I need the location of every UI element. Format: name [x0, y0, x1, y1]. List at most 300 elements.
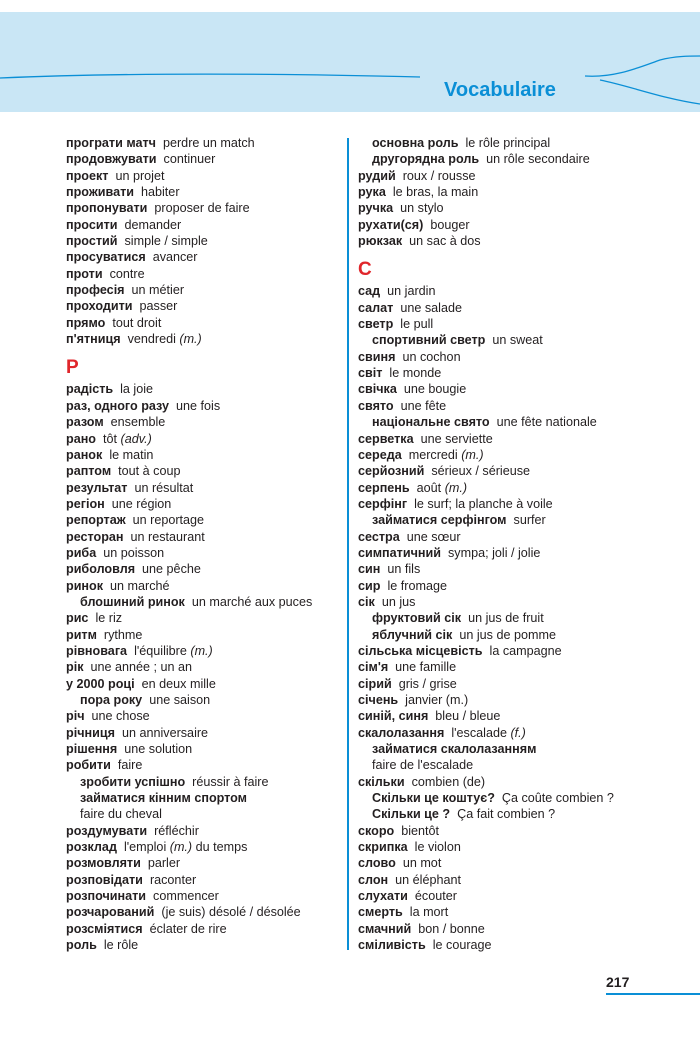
- vocab-entry: [66, 298, 338, 314]
- ukrainian-word: свято: [358, 398, 394, 413]
- french-translation: passer: [139, 299, 178, 314]
- ukrainian-word: Скільки це ?: [372, 807, 451, 822]
- vocab-entry: [66, 594, 338, 610]
- vocab-entry: [358, 561, 658, 577]
- footer-rule: [606, 993, 700, 995]
- ukrainian-word: сім'я: [358, 660, 389, 675]
- french-translation: ensemble: [110, 415, 166, 430]
- column-divider: [347, 138, 349, 950]
- vocab-entry: [66, 266, 338, 282]
- ukrainian-word: розпочинати: [66, 889, 147, 904]
- french-translation: une fois: [176, 398, 221, 413]
- vocabulary-column-left: [66, 135, 338, 954]
- french-translation: une famille: [395, 660, 457, 675]
- ukrainian-word: проходити: [66, 299, 133, 314]
- french-translation: un jus de pomme: [459, 627, 556, 642]
- french-translation: le pull: [400, 317, 434, 332]
- french-translation: roux / rousse: [402, 168, 476, 183]
- vocab-entry: [66, 888, 338, 904]
- ukrainian-word: професія: [66, 283, 125, 298]
- vocab-entry: [358, 332, 658, 348]
- vocab-entry: [66, 692, 338, 708]
- french-translation: réfléchir: [154, 823, 199, 838]
- french-translation: un métier: [131, 283, 185, 298]
- ukrainian-word: салат: [358, 300, 394, 315]
- vocab-entry: [66, 414, 338, 430]
- ukrainian-word: програти матч: [66, 136, 156, 150]
- vocab-entry: [358, 135, 658, 151]
- vocab-entry: [66, 676, 338, 692]
- ukrainian-word: слон: [358, 872, 389, 887]
- gender-marker: (f.): [510, 725, 526, 740]
- vocab-entry: [358, 217, 658, 233]
- vocab-entry: [66, 643, 338, 659]
- ukrainian-word: сміливість: [358, 938, 426, 953]
- vocab-entry: [66, 774, 338, 790]
- gender-marker: (m.): [461, 447, 484, 462]
- ukrainian-word: продовжувати: [66, 152, 157, 167]
- french-translation: vendredi: [127, 332, 176, 347]
- vocab-entry: [358, 806, 658, 822]
- vocab-entry: [66, 315, 338, 331]
- vocab-entry: [66, 529, 338, 545]
- french-translation: bon / bonne: [418, 921, 485, 936]
- vocab-entry: [66, 249, 338, 265]
- ukrainian-word: серветка: [358, 431, 414, 446]
- vocab-entry: [358, 741, 658, 757]
- ukrainian-word: раптом: [66, 464, 112, 479]
- gender-marker: (m.): [190, 643, 213, 658]
- ukrainian-word: синій, синя: [358, 709, 429, 724]
- vocab-entry: [66, 233, 338, 249]
- french-translation: combien (de): [411, 774, 486, 789]
- vocab-entry: [66, 135, 338, 151]
- vocab-entry: [358, 381, 658, 397]
- ukrainian-word: яблучний сік: [372, 627, 453, 642]
- ukrainian-word: рука: [358, 185, 386, 200]
- french-translation: une fête nationale: [496, 415, 597, 430]
- vocab-entry: [358, 855, 658, 871]
- french-translation: un marché aux puces: [191, 594, 313, 609]
- french-translation: écouter: [414, 889, 457, 904]
- french-translation: une serviette: [420, 431, 493, 446]
- vocab-entry: [66, 331, 338, 347]
- vocab-entry: [66, 937, 338, 953]
- ukrainian-word: рівновага: [66, 643, 128, 658]
- french-translation: un reportage: [132, 513, 205, 528]
- ukrainian-word: займатися скалолазанням: [372, 742, 537, 757]
- vocab-entry: [358, 757, 658, 773]
- vocab-entry: [358, 627, 658, 643]
- vocab-entry: [66, 708, 338, 724]
- french-translation: bientôt: [401, 823, 440, 838]
- vocab-entry: [358, 463, 658, 479]
- ukrainian-word: роздумувати: [66, 823, 148, 838]
- vocab-entry: [358, 659, 658, 675]
- french-translation: l'escalade: [451, 725, 507, 740]
- french-translation: en deux mille: [141, 676, 216, 691]
- french-translation: avancer: [152, 250, 198, 265]
- vocab-entry: [358, 300, 658, 316]
- french-translation: un jardin: [387, 284, 436, 299]
- french-translation: un jus de fruit: [468, 611, 544, 626]
- french-translation: un restaurant: [130, 529, 205, 544]
- ukrainian-word: фруктовий сік: [372, 611, 462, 626]
- vocab-entry: [66, 545, 338, 561]
- top-strip: [0, 0, 700, 12]
- french-translation: sympa; joli / jolie: [448, 545, 541, 560]
- ukrainian-word: рухати(ся): [358, 217, 424, 232]
- ukrainian-word: ранок: [66, 447, 103, 462]
- ukrainian-word: риболовля: [66, 562, 136, 577]
- french-translation: l'équilibre: [134, 643, 187, 658]
- section-letter: Р: [66, 357, 79, 379]
- ukrainian-word: сад: [358, 284, 381, 299]
- ukrainian-word: ресторан: [66, 529, 124, 544]
- vocab-entry: [358, 431, 658, 447]
- vocab-entry: [66, 496, 338, 512]
- french-translation: rythme: [103, 627, 143, 642]
- ukrainian-word: розповідати: [66, 872, 143, 887]
- vocab-entry: [66, 184, 338, 200]
- vocab-entry: [66, 282, 338, 298]
- french-translation: habiter: [141, 185, 180, 200]
- vocab-entry: [358, 839, 658, 855]
- french-translation: continuer: [163, 152, 216, 167]
- french-translation: un jus: [381, 594, 416, 609]
- vocab-entry: [66, 463, 338, 479]
- french-translation: une année ; un an: [90, 660, 193, 675]
- ukrainian-word: блошиний ринок: [80, 594, 185, 609]
- ukrainian-word: у 2000 році: [66, 676, 135, 691]
- ukrainian-word: смачний: [358, 921, 412, 936]
- vocab-entry: [66, 921, 338, 937]
- french-translation: un cochon: [402, 349, 461, 364]
- ukrainian-word: светр: [358, 317, 394, 332]
- ukrainian-word: результат: [66, 480, 128, 495]
- french-translation: perdre un match: [162, 136, 255, 150]
- french-translation: faire du cheval: [80, 807, 162, 822]
- french-translation: tout à coup: [118, 464, 181, 479]
- ukrainian-word: ринок: [66, 578, 104, 593]
- ukrainian-word: проживати: [66, 185, 134, 200]
- vocab-entry: [66, 741, 338, 757]
- vocab-entry: [358, 283, 658, 299]
- french-translation: tôt: [103, 431, 118, 446]
- french-translation: tout droit: [112, 315, 162, 330]
- vocab-entry: [358, 365, 658, 381]
- vocab-entry: [358, 512, 658, 528]
- ukrainian-word: серйозний: [358, 464, 425, 479]
- vocab-entry: [358, 529, 658, 545]
- french-translation: un anniversaire: [121, 725, 209, 740]
- vocab-entry: [358, 610, 658, 626]
- ukrainian-word: простий: [66, 234, 118, 249]
- vocab-entry: [358, 872, 658, 888]
- ukrainian-word: сільська місцевість: [358, 643, 483, 658]
- vocab-entry: [358, 937, 658, 953]
- french-translation: une région: [111, 496, 172, 511]
- vocab-entry: [358, 888, 658, 904]
- french-translation: le matin: [109, 447, 154, 462]
- vocab-entry: [358, 545, 658, 561]
- french-translation: août: [416, 480, 442, 495]
- french-translation: une pêche: [142, 562, 201, 577]
- french-translation: un mot: [402, 856, 442, 871]
- vocab-entry: [66, 151, 338, 167]
- french-translation: le rôle: [103, 938, 139, 953]
- ukrainian-word: займатися серфінгом: [372, 513, 507, 528]
- ukrainian-word: просуватися: [66, 250, 146, 265]
- vocab-entry: [358, 921, 658, 937]
- french-translation: mercredi: [408, 447, 458, 462]
- french-translation: Ça fait combien ?: [457, 807, 556, 822]
- french-translation: un fils: [387, 562, 421, 577]
- french-translation: faire: [117, 758, 143, 773]
- vocab-entry: [66, 381, 338, 397]
- french-translation: une chose: [91, 709, 150, 724]
- vocab-entry: [358, 233, 658, 249]
- french-translation: le courage: [432, 938, 492, 953]
- ukrainian-word: рішення: [66, 742, 118, 757]
- french-translation: un sweat: [492, 333, 543, 348]
- ukrainian-word: разом: [66, 415, 104, 430]
- french-translation: bleu / bleue: [435, 709, 501, 724]
- vocab-entry: [358, 398, 658, 414]
- vocab-entry: [66, 872, 338, 888]
- french-translation-cont: du temps: [195, 840, 248, 855]
- french-translation: une solution: [124, 742, 193, 757]
- vocab-entry: [358, 774, 658, 790]
- vocab-entry: [358, 904, 658, 920]
- french-translation: un sac à dos: [409, 234, 481, 249]
- french-translation: demander: [124, 217, 182, 232]
- french-translation: une saison: [149, 693, 211, 707]
- french-translation: raconter: [149, 872, 197, 887]
- ukrainian-word: смерть: [358, 905, 403, 920]
- ukrainian-word: основна роль: [372, 136, 459, 150]
- french-translation: une sœur: [406, 529, 461, 544]
- ukrainian-word: проти: [66, 266, 103, 281]
- vocab-entry: [66, 217, 338, 233]
- french-translation: la mort: [409, 905, 449, 920]
- french-translation: un stylo: [400, 201, 444, 216]
- vocabulary-column-right: [358, 135, 658, 954]
- vocab-entry: [66, 823, 338, 839]
- ukrainian-word: розчарований: [66, 905, 155, 920]
- vocab-entry: [358, 349, 658, 365]
- page-title: Vocabulaire: [444, 79, 556, 101]
- french-translation: la campagne: [489, 643, 562, 658]
- french-translation: le fromage: [387, 578, 447, 593]
- vocab-entry: [66, 610, 338, 626]
- french-translation: simple / simple: [124, 234, 208, 249]
- ukrainian-word: роль: [66, 938, 97, 953]
- vocab-entry: [66, 855, 338, 871]
- ukrainian-word: слухати: [358, 889, 408, 904]
- ukrainian-word: сірий: [358, 676, 392, 691]
- vocab-entry: [358, 316, 658, 332]
- vocab-entry: [66, 757, 338, 773]
- ukrainian-word: ритм: [66, 627, 97, 642]
- ukrainian-word: рюкзак: [358, 234, 403, 249]
- vocab-entry: [358, 184, 658, 200]
- vocab-entry: [66, 168, 338, 184]
- ukrainian-word: просити: [66, 217, 118, 232]
- ukrainian-word: серпень: [358, 480, 410, 495]
- vocab-entry: [66, 790, 338, 806]
- french-translation: éclater de rire: [149, 921, 227, 936]
- french-translation: réussir à faire: [192, 774, 269, 789]
- ukrainian-word: зробити успішно: [80, 774, 186, 789]
- ukrainian-word: радість: [66, 382, 114, 397]
- gender-marker: (m.): [179, 332, 202, 347]
- french-translation: le riz: [95, 611, 123, 626]
- french-translation: le monde: [389, 366, 442, 381]
- vocab-entry: [358, 447, 658, 463]
- french-translation: Ça coûte combien ?: [501, 791, 614, 806]
- french-translation: (je suis) désolé / désolée: [161, 905, 301, 920]
- ukrainian-word: другорядна роль: [372, 152, 480, 167]
- vocab-entry: [66, 431, 338, 447]
- ukrainian-word: середа: [358, 447, 402, 462]
- vocab-entry: [358, 594, 658, 610]
- ukrainian-word: п'ятниця: [66, 332, 121, 347]
- french-translation: sérieux / sérieuse: [431, 464, 531, 479]
- vocab-entry: [66, 512, 338, 528]
- header-swoosh: [0, 12, 700, 112]
- ukrainian-word: річ: [66, 709, 85, 724]
- ukrainian-word: рік: [66, 660, 84, 675]
- ukrainian-word: спортивний светр: [372, 333, 486, 348]
- french-translation: contre: [109, 266, 145, 281]
- french-translation: parler: [147, 856, 181, 871]
- french-translation: l'emploi: [123, 840, 167, 855]
- vocab-entry: [358, 708, 658, 724]
- gender-marker: (adv.): [120, 431, 152, 446]
- page-header: [0, 12, 700, 112]
- ukrainian-word: розклад: [66, 840, 117, 855]
- vocab-entry: [66, 839, 338, 855]
- ukrainian-word: робити: [66, 758, 111, 773]
- french-translation: une fête: [400, 398, 447, 413]
- vocab-entry: [358, 496, 658, 512]
- vocab-entry: [358, 725, 658, 741]
- french-translation: une bougie: [403, 382, 467, 397]
- french-translation: janvier (m.): [405, 693, 469, 707]
- french-translation: un projet: [115, 168, 165, 183]
- ukrainian-word: національне свято: [372, 415, 490, 430]
- ukrainian-word: скалолазання: [358, 725, 445, 740]
- ukrainian-word: свиня: [358, 349, 396, 364]
- vocab-entry: [66, 398, 338, 414]
- ukrainian-word: рудий: [358, 168, 396, 183]
- vocab-entry: [66, 627, 338, 643]
- vocab-entry: [66, 659, 338, 675]
- ukrainian-word: розсміятися: [66, 921, 143, 936]
- vocab-entry: [358, 200, 658, 216]
- french-translation: un marché: [110, 578, 170, 593]
- ukrainian-word: риба: [66, 545, 97, 560]
- vocab-entry: [66, 725, 338, 741]
- ukrainian-word: пропонувати: [66, 201, 148, 216]
- ukrainian-word: сік: [358, 594, 375, 609]
- french-translation: un résultat: [134, 480, 194, 495]
- vocab-entry: [66, 806, 338, 822]
- ukrainian-word: симпатичний: [358, 545, 441, 560]
- ukrainian-word: січень: [358, 693, 399, 707]
- page-number: 217: [606, 974, 630, 990]
- ukrainian-word: розмовляти: [66, 856, 141, 871]
- french-translation: un éléphant: [395, 872, 461, 887]
- vocab-entry: [358, 414, 658, 430]
- vocab-entry: [66, 904, 338, 920]
- vocab-entry: [358, 676, 658, 692]
- vocab-entry: [66, 200, 338, 216]
- french-translation: le violon: [414, 840, 461, 855]
- vocab-entry: [66, 447, 338, 463]
- vocab-entry: [358, 823, 658, 839]
- ukrainian-word: проект: [66, 168, 109, 183]
- french-translation: le rôle principal: [465, 136, 551, 150]
- vocab-entry: [66, 480, 338, 496]
- french-translation: le bras, la main: [392, 185, 479, 200]
- vocab-entry: [358, 151, 658, 167]
- ukrainian-word: слово: [358, 856, 396, 871]
- ukrainian-word: сестра: [358, 529, 400, 544]
- french-translation: un rôle secondaire: [486, 152, 590, 167]
- french-translation: bouger: [430, 217, 470, 232]
- vocab-entry: [358, 692, 658, 708]
- ukrainian-word: пора року: [80, 693, 143, 707]
- ukrainian-word: рано: [66, 431, 96, 446]
- ukrainian-word: син: [358, 562, 381, 577]
- french-translation: proposer de faire: [154, 201, 250, 216]
- section-letter: С: [358, 259, 372, 281]
- ukrainian-word: скільки: [358, 774, 405, 789]
- ukrainian-word: раз, одного разу: [66, 398, 170, 413]
- vocab-entry: [358, 643, 658, 659]
- ukrainian-word: сир: [358, 578, 381, 593]
- ukrainian-word: скрипка: [358, 840, 408, 855]
- ukrainian-word: світ: [358, 366, 383, 381]
- french-translation: faire de l'escalade: [372, 758, 474, 773]
- gender-marker: (m.): [169, 840, 193, 855]
- ukrainian-word: прямо: [66, 315, 106, 330]
- french-translation: un poisson: [103, 545, 165, 560]
- ukrainian-word: серфінг: [358, 496, 408, 511]
- french-translation: la joie: [120, 382, 154, 397]
- ukrainian-word: Скільки це коштує?: [372, 791, 495, 806]
- vocab-entry: [358, 168, 658, 184]
- vocab-entry: [358, 480, 658, 496]
- vocab-entry: [358, 790, 658, 806]
- french-translation: gris / grise: [398, 676, 457, 691]
- ukrainian-word: свічка: [358, 382, 397, 397]
- ukrainian-word: регіон: [66, 496, 105, 511]
- french-translation: commencer: [153, 889, 219, 904]
- french-translation: une salade: [400, 300, 462, 315]
- vocab-entry: [358, 578, 658, 594]
- ukrainian-word: скоро: [358, 823, 395, 838]
- ukrainian-word: ручка: [358, 201, 394, 216]
- ukrainian-word: рис: [66, 611, 89, 626]
- ukrainian-word: займатися кінним спортом: [80, 791, 248, 806]
- vocab-entry: [66, 578, 338, 594]
- french-translation: surfer: [513, 513, 546, 528]
- gender-marker: (m.): [444, 480, 468, 495]
- ukrainian-word: репортаж: [66, 513, 126, 528]
